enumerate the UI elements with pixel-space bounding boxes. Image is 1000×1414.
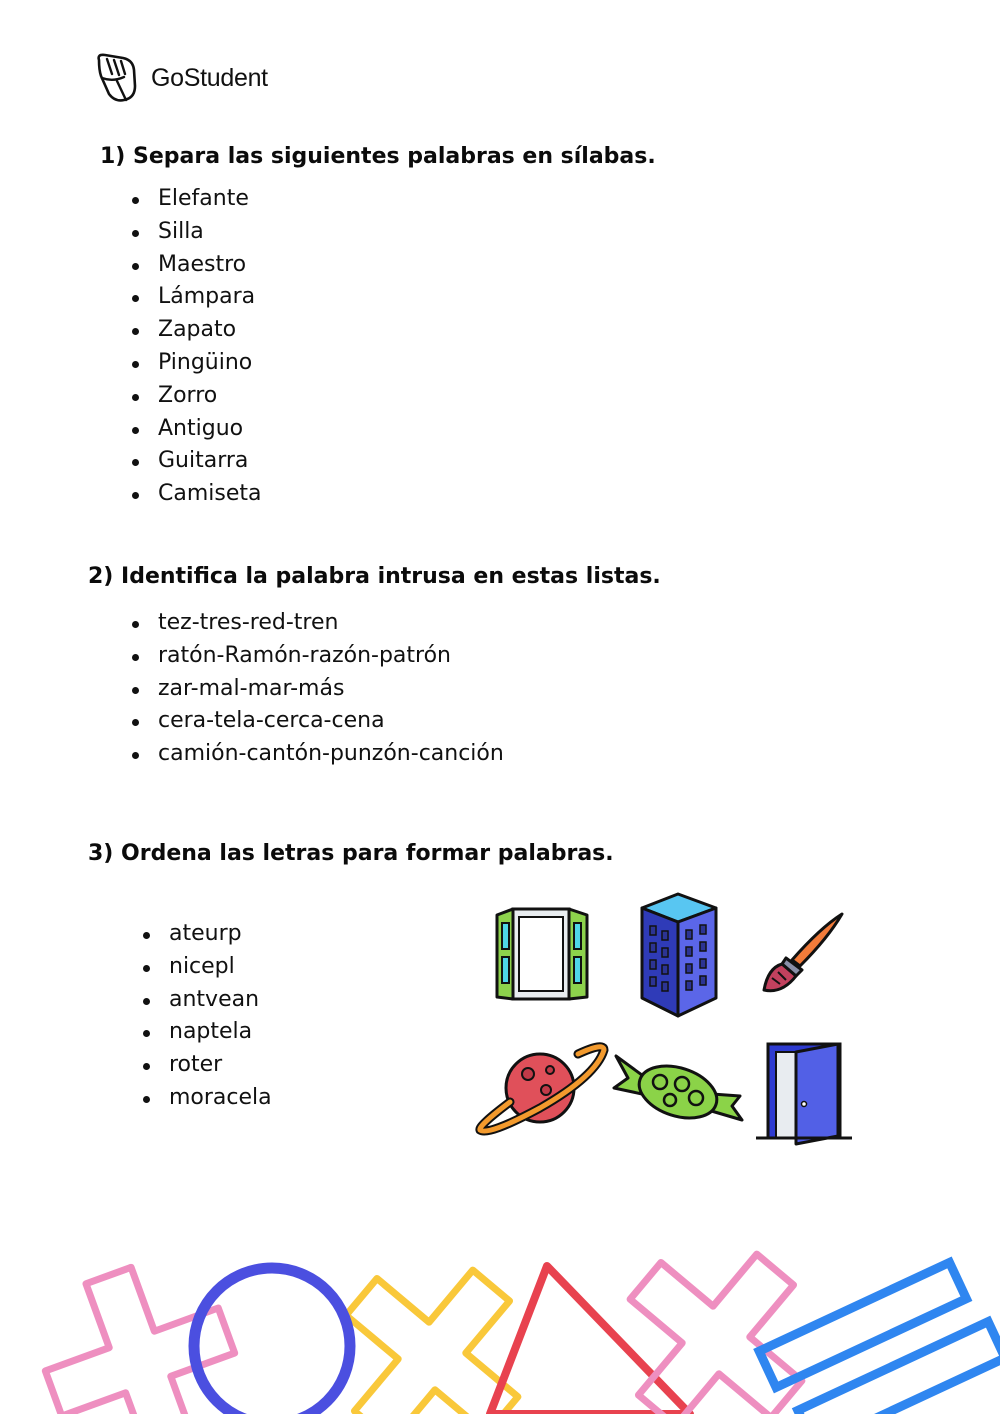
- list-item: Silla: [132, 216, 262, 249]
- list-item: cera-tela-cerca-cena: [132, 705, 504, 738]
- pink-cross-shape: [22, 1244, 258, 1414]
- list-item: Guitarra: [132, 445, 262, 478]
- list-item: Lámpara: [132, 281, 262, 314]
- list-item: roter: [143, 1049, 272, 1082]
- brand-name: GoStudent: [151, 63, 268, 92]
- list-item: Elefante: [132, 183, 262, 216]
- list-item: ratón-Ramón-razón-patrón: [132, 640, 504, 673]
- list-item: moracela: [143, 1082, 272, 1115]
- section-2-list: [132, 607, 504, 771]
- list-item: Maestro: [132, 249, 262, 282]
- section-3-title: 3) Ordena las letras para formar palabras.: [88, 841, 614, 866]
- decorative-shapes: [0, 1230, 1000, 1414]
- list-item: antvean: [143, 984, 272, 1017]
- section-1-list: [132, 183, 262, 511]
- building-icon: [638, 890, 720, 1020]
- list-item: nicepl: [143, 951, 272, 984]
- red-triangle-shape: [490, 1266, 690, 1414]
- section-1-title: 1) Separa las siguientes palabras en sílabas.: [100, 144, 656, 169]
- list-item: naptela: [143, 1016, 272, 1049]
- candy-icon: [612, 1048, 744, 1128]
- list-item: Camiseta: [132, 478, 262, 511]
- paintbrush-icon: [758, 908, 848, 998]
- pink-x-shape: [586, 1230, 845, 1414]
- section-2-title: 2) Identifica la palabra intrusa en estas listas.: [88, 564, 661, 589]
- section-3-list: [143, 918, 272, 1115]
- list-item: Zorro: [132, 380, 262, 413]
- window-icon: [493, 905, 591, 1003]
- list-item: Pingüino: [132, 347, 262, 380]
- list-item: zar-mal-mar-más: [132, 673, 504, 706]
- door-icon: [754, 1040, 854, 1148]
- list-item: ateurp: [143, 918, 272, 951]
- gostudent-hand-icon: [93, 52, 139, 104]
- list-item: Antiguo: [132, 413, 262, 446]
- list-item: Zapato: [132, 314, 262, 347]
- list-item: tez-tres-red-tren: [132, 607, 504, 640]
- list-item: camión-cantón-punzón-canción: [132, 738, 504, 771]
- planet-icon: [470, 1040, 610, 1136]
- brand-logo: [93, 52, 268, 104]
- blue-circle-shape: [194, 1268, 350, 1414]
